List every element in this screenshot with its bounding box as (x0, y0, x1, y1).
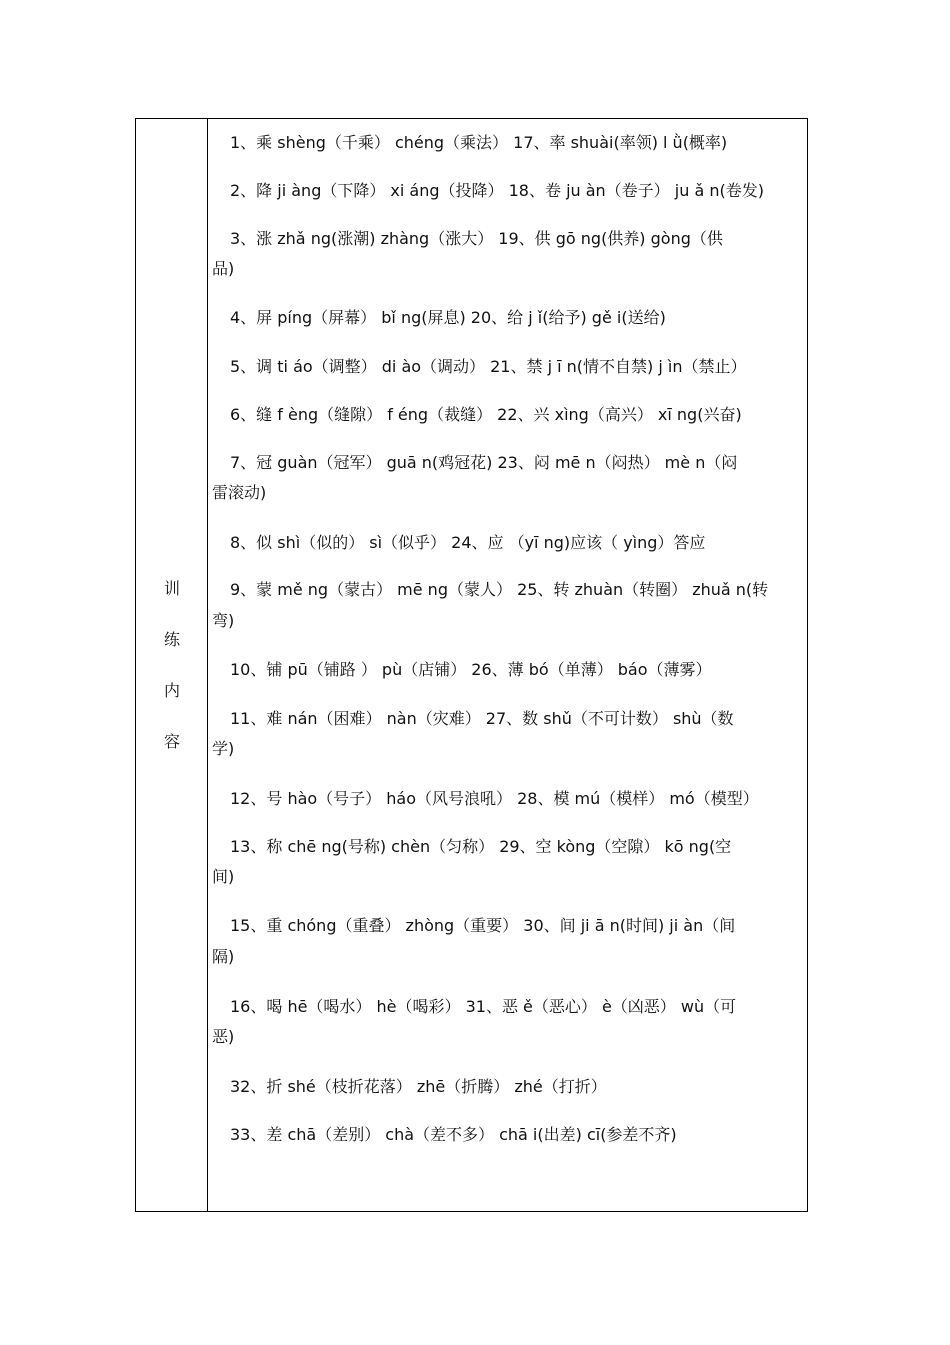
text-line: 15、重 chóng（重叠） zhòng（重要） 30、间 ji ā n(时间) ji àn（间 (230, 916, 736, 935)
text-line: 32、折 shé（枝折花落） zhē（折腾） zhé（打折） (230, 1077, 607, 1096)
text-line: 33、差 chā（差别） chà（差不多） chā i(出差) cī(参差不齐) (230, 1125, 677, 1144)
text-line: 弯) (212, 611, 235, 630)
text-line: 隔) (212, 947, 235, 966)
text-line: 3、涨 zhǎ ng(涨潮) zhàng（涨大） 19、供 gō ng(供养) gòng（供 (230, 229, 723, 248)
text-line: 间) (212, 867, 235, 886)
text-line: 5、调 ti áo（调整） di ào（调动） 21、禁 j ī n(情不自禁) j ìn（禁止） (230, 357, 747, 376)
text-line: 12、号 hào（号子） háo（风号浪吼） 28、模 mú（模样） mó（模型） (230, 789, 759, 808)
text-line: 雷滚动) (212, 483, 267, 502)
section-label-cell (136, 119, 208, 1211)
text-line: 4、屏 píng（屏幕） bǐ ng(屏息) 20、给 j ǐ(给予) gě i(送给) (230, 308, 666, 327)
text-line: 6、缝 f èng（缝隙） f éng（裁缝） 22、兴 xìng（高兴） xī ng(兴奋) (230, 405, 742, 424)
section-label-char: 训 (163, 579, 180, 598)
text-line: 7、冠 guàn（冠军） guā n(鸡冠花) 23、闷 mē n（闷热） mè n（闷 (230, 453, 738, 472)
section-label (136, 577, 208, 781)
text-line: 2、降 ji àng（下降） xi áng（投降） 18、卷 ju àn（卷子） ju ǎ n(卷发) (230, 181, 764, 200)
text-line: 恶) (212, 1027, 235, 1046)
section-label-char: 容 (163, 732, 180, 751)
text-line: 品) (212, 259, 235, 278)
text-line: 8、似 shì（似的） sì（似乎） 24、应 （yī ng)应该（ yìng）答应 (230, 533, 706, 552)
text-line: 1、乘 shèng（千乘） chéng（乘法） 17、率 shuài(率领) l ǜ(概率) (230, 133, 728, 152)
text-line: 13、称 chē ng(号称) chèn（匀称） 29、空 kòng（空隙） kō ng(空 (230, 837, 732, 856)
text-line: 11、难 nán（困难） nàn（灾难） 27、数 shǔ（不可计数） shù（数 (230, 709, 734, 728)
training-table (135, 118, 808, 1212)
text-line: 学) (212, 739, 235, 758)
section-label-char: 练 (163, 630, 180, 649)
text-line: 10、铺 pū（铺路 ） pù（店铺） 26、薄 bó（单薄） báo（薄雾） (230, 660, 712, 679)
text-line: 9、蒙 mě ng（蒙古） mē ng（蒙人） 25、转 zhuàn（转圈） zhuǎ n(转 (230, 580, 769, 599)
text-line: 16、喝 hē（喝水） hè（喝彩） 31、恶 ě（恶心） è（凶恶） wù（可 (230, 997, 737, 1016)
section-label-char: 内 (163, 681, 180, 700)
